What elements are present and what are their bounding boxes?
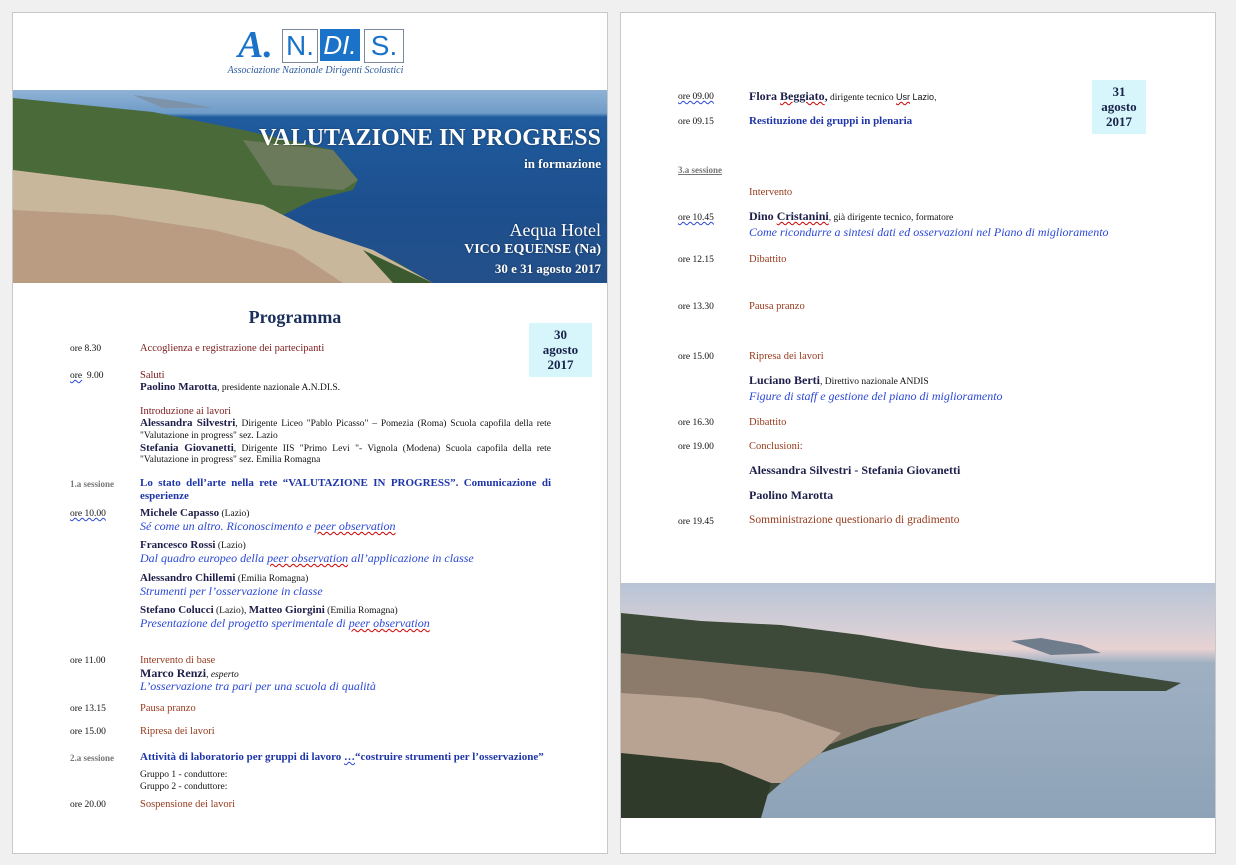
speaker [749, 374, 929, 389]
speaker [749, 90, 937, 105]
speaker [140, 417, 551, 431]
date-year: 2017 [547, 357, 574, 372]
speaker-name: Luciano Berti [749, 373, 820, 387]
hero-photo [13, 90, 607, 283]
time-label: ore 09.15 [678, 117, 714, 127]
time-label: ore 8.30 [70, 344, 102, 354]
speaker-name: Stefania Giovanetti [140, 442, 234, 454]
speaker-name: Dino [749, 209, 777, 223]
speaker-region: (Lazio) [219, 509, 250, 519]
date-day: 30 [554, 327, 567, 342]
page-1 [12, 12, 608, 854]
group-line: Gruppo 1 - conduttore: [140, 770, 228, 780]
speaker-role: , Dirigente IIS "Primo Levi "- Vignola (Modena) Scuola capofila della rete [233, 444, 551, 454]
date-month: agosto [542, 342, 579, 357]
speaker-role: dirigente tecnico [827, 93, 896, 103]
time-value: 9.00 [86, 371, 104, 381]
agenda-item: Pausa pranzo [749, 301, 805, 312]
speaker [140, 381, 340, 395]
coast-photo [621, 583, 1215, 818]
speaker-role: Usr [896, 92, 910, 102]
speaker [749, 210, 953, 225]
time-label [678, 91, 714, 104]
hero-venue: Aequa Hotel [509, 220, 601, 240]
session-label: 1.a sessione [70, 479, 115, 489]
speaker-name: Beggiato [780, 89, 825, 103]
time-label: ore 20.00 [70, 800, 106, 810]
speaker-name: , [824, 89, 828, 103]
talk-text: peer observation [314, 519, 396, 533]
speaker-role: Lazio, [910, 92, 937, 102]
logo-letter-n: N. [282, 29, 318, 63]
talk-text: Presentazione del progetto sperimentale di [140, 616, 349, 630]
speaker-name: Alessandra Silvestri [140, 417, 236, 429]
speaker-region: (Lazio), [213, 606, 249, 616]
session-text: Attività di laboratorio per gruppi di lavoro [140, 751, 345, 763]
agenda-item: Restituzione dei gruppi in plenaria [749, 115, 913, 127]
speaker-role: , presidente nazionale A.N.DI.S. [217, 383, 341, 393]
logo-letter-a: A. [238, 24, 273, 66]
speaker-role: , Direttivo nazionale ANDIS [820, 377, 929, 387]
speaker-name: Paolino Marotta [749, 488, 834, 502]
date-day: 31 [1112, 84, 1126, 99]
session-text: … [344, 751, 356, 763]
talk-text: peer observation [267, 551, 349, 565]
agenda-item: Pausa pranzo [140, 703, 196, 714]
speaker-names: Alessandra Silvestri - Stefania Giovanetti [749, 463, 961, 477]
date-box-day1 [529, 323, 592, 377]
speaker-name: Paolino Marotta [140, 381, 218, 393]
group-line: Gruppo 2 - conduttore: [140, 782, 228, 792]
andis-logo [218, 25, 418, 87]
speaker-region: (Emilia Romagna) [324, 606, 398, 616]
session-label: 2.a sessione [70, 753, 115, 763]
talk-text: Sé come un altro. Riconoscimento e [140, 519, 315, 533]
time-label: ore 15.00 [70, 727, 106, 737]
time-prefix: ore [70, 371, 83, 381]
hero-dates: 30 e 31 agosto 2017 [494, 261, 601, 276]
time-label: ore 11.00 [70, 656, 106, 666]
agenda-item: Saluti [140, 370, 165, 381]
page-title: Programma [248, 307, 342, 327]
agenda-item: Dibattito [749, 417, 787, 428]
speaker-region: (Emilia Romagna) [235, 574, 309, 584]
talk-title [140, 617, 430, 630]
agenda-item: Introduzione ai lavori [140, 406, 231, 417]
talk-title: Figure di staff e gestione del piano di miglioramento [749, 389, 1003, 403]
agenda-item: Intervento di base [140, 655, 216, 666]
talk-title [140, 552, 474, 565]
page-2 [620, 12, 1216, 854]
speaker-role: , già dirigente tecnico, formatore [828, 213, 954, 223]
time-label: ore 19.00 [678, 442, 714, 452]
session-title [140, 751, 544, 764]
time-label: ore 12.15 [678, 255, 714, 265]
time-label: ore 13.30 [678, 302, 714, 312]
session-label: 3.a sessione [678, 165, 723, 175]
speaker-role-cont: "Valutazione in progress" sez. Emilia Romagna [140, 455, 321, 465]
date-year: 2017 [1106, 114, 1132, 129]
time-label [70, 370, 104, 383]
talk-text: Dal quadro europeo della [140, 551, 268, 565]
speaker-name: Marco Renzi [140, 666, 207, 680]
time-label: ore 16.30 [678, 418, 714, 428]
agenda-item: Ripresa dei lavori [140, 726, 215, 737]
talk-text: all’applicazione in classe [348, 551, 474, 565]
agenda-item: Somministrazione questionario di gradimento [749, 514, 960, 526]
coastline-illustration [621, 583, 1215, 818]
agenda-item: Accoglienza e registrazione dei partecipanti [140, 343, 325, 354]
date-box-day2 [1092, 80, 1146, 134]
time-label: ore 13.15 [70, 704, 106, 714]
date-month: agosto [1101, 99, 1137, 114]
speaker-role-cont: "Valutazione in progress" sez. Lazio [140, 431, 278, 441]
hero-title: VALUTAZIONE IN PROGRESS [259, 125, 601, 151]
session-title-cont: esperienze [140, 490, 189, 502]
agenda-item: Intervento [749, 187, 793, 198]
speaker-region: (Lazio) [215, 541, 246, 551]
session-title: Lo stato dell’arte nella rete “VALUTAZIONE IN PROGRESS”. Comunicazione di [140, 477, 551, 489]
agenda-item: Ripresa dei lavori [749, 351, 824, 362]
speaker-name: Cristanini [776, 209, 829, 223]
logo-tagline: Associazione Nazionale Dirigenti Scolastici [227, 65, 404, 76]
hero-subtitle: in formazione [524, 156, 601, 171]
time-label: ore 10.00 [70, 509, 106, 519]
agenda-item: Dibattito [749, 254, 787, 265]
speaker-name: Michele Capasso [140, 507, 220, 519]
session-text: “costruire strumenti per l’osservazione” [355, 751, 544, 763]
time-label: ore 19.45 [678, 517, 714, 527]
speaker-name: Matteo Giorgini [248, 604, 325, 616]
logo-letter-di: DI. [320, 29, 360, 61]
speaker-name: Stefano Colucci [140, 604, 214, 616]
talk-title: Strumenti per l’osservazione in classe [140, 584, 323, 598]
time-label [678, 212, 714, 225]
time-label: ore 15.00 [678, 352, 714, 362]
speaker-role: , esperto [206, 670, 239, 680]
talk-text: peer observation [348, 616, 430, 630]
speaker-name: Alessandro Chillemi [140, 572, 236, 584]
speaker-name: Flora [749, 89, 780, 103]
time-value: ore 09.00 [678, 92, 714, 102]
agenda-item: Sospensione dei lavori [140, 799, 236, 810]
hero-place: VICO EQUENSE (Na) [464, 242, 601, 257]
talk-title: L’osservazione tra pari per una scuola di qualità [140, 679, 376, 693]
speaker-role: , Dirigente Liceo "Pablo Picasso" – Pomezia (Roma) Scuola capofila della rete [235, 419, 551, 429]
agenda-item: Conclusioni: [749, 441, 803, 452]
talk-title [140, 520, 396, 533]
time-value: ore 10.45 [678, 213, 714, 223]
logo-letter-s: S. [364, 29, 404, 63]
talk-title: Come ricondurre a sintesi dati ed osservazioni nel Piano di miglioramento [749, 225, 1109, 239]
speaker-name: Francesco Rossi [140, 539, 216, 551]
